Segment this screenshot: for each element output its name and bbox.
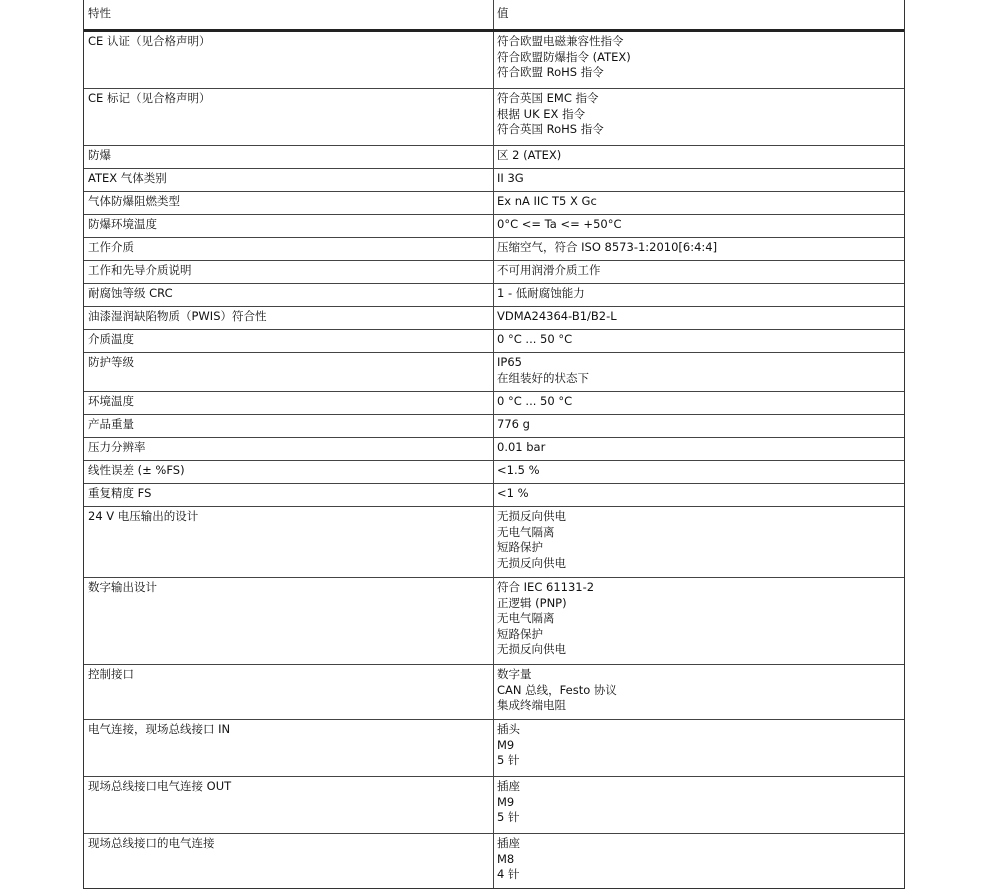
value-cell — [494, 415, 904, 437]
value-cell — [494, 169, 904, 191]
table-row — [84, 169, 904, 192]
property-cell: 24 V 电压输出的设计 — [84, 507, 494, 577]
value-line: 不可用润滑介质工作 — [497, 263, 601, 277]
value-line: 数字量 — [497, 667, 532, 681]
property-cell: 电气连接，现场总线接口 IN — [84, 720, 494, 776]
property-cell: 重复精度 FS — [84, 484, 494, 506]
table-row — [84, 330, 904, 353]
value-line: 区 2 (ATEX) — [497, 148, 562, 162]
value-cell — [494, 353, 904, 391]
property-cell: 现场总线接口电气连接 OUT — [84, 777, 494, 833]
property-cell: 工作介质 — [84, 238, 494, 260]
value-cell — [494, 215, 904, 237]
value-cell — [494, 330, 904, 352]
value-line: IP65 — [497, 355, 522, 369]
value-line: 短路保护 — [497, 540, 543, 554]
value-cell — [494, 461, 904, 483]
property-cell: 防爆环境温度 — [84, 215, 494, 237]
value-cell — [494, 32, 904, 88]
table-row — [84, 665, 904, 720]
property-cell: 防爆 — [84, 146, 494, 168]
value-line: <1 % — [497, 486, 529, 500]
value-cell — [494, 834, 904, 888]
value-line: 符合 IEC 61131-2 — [497, 580, 595, 594]
value-line: 5 针 — [497, 753, 520, 767]
property-cell: 防护等级 — [84, 353, 494, 391]
property-cell: 控制接口 — [84, 665, 494, 719]
value-line: 0°C <= Ta <= +50°C — [497, 217, 622, 231]
property-cell: 介质温度 — [84, 330, 494, 352]
property-cell: ATEX 气体类别 — [84, 169, 494, 191]
value-line: 5 针 — [497, 810, 520, 824]
value-line: M8 — [497, 851, 515, 866]
table-row — [84, 438, 904, 461]
value-line: 776 g — [497, 417, 530, 431]
value-cell — [494, 307, 904, 329]
value-line: 根据 UK EX 指令 — [497, 106, 586, 121]
value-line: 插头 — [497, 722, 520, 736]
property-cell: 气体防爆阻燃类型 — [84, 192, 494, 214]
value-line: 插座 — [497, 836, 520, 850]
value-line: 0.01 bar — [497, 440, 546, 454]
value-line: 无电气隔离 — [497, 524, 555, 539]
table-row — [84, 461, 904, 484]
value-line: 0 °C ... 50 °C — [497, 394, 573, 408]
table-row — [84, 392, 904, 415]
value-cell — [494, 578, 904, 664]
value-line: 集成终端电阻 — [497, 698, 566, 712]
value-cell — [494, 146, 904, 168]
value-line: M9 — [497, 794, 515, 809]
value-line: 符合欧盟防爆指令 (ATEX) — [497, 49, 631, 64]
property-cell: 环境温度 — [84, 392, 494, 414]
value-cell — [494, 192, 904, 214]
value-line: Ex nA IIC T5 X Gc — [497, 194, 597, 208]
value-line: 短路保护 — [497, 626, 543, 641]
table-row — [84, 484, 904, 507]
table-row — [84, 720, 904, 777]
table-row — [84, 89, 904, 146]
table-row — [84, 32, 904, 89]
value-line: 符合英国 EMC 指令 — [497, 91, 599, 105]
value-line: 正逻辑 (PNP) — [497, 595, 567, 610]
value-line: 1 - 低耐腐蚀能力 — [497, 286, 585, 300]
table-row — [84, 834, 904, 888]
property-cell: 工作和先导介质说明 — [84, 261, 494, 283]
value-line: CAN 总线，Festo 协议 — [497, 682, 617, 697]
value-line: 插座 — [497, 779, 520, 793]
value-line: 无损反向供电 — [497, 555, 566, 570]
value-cell — [494, 507, 904, 577]
table-row — [84, 507, 904, 578]
property-cell: 压力分辨率 — [84, 438, 494, 460]
value-cell — [494, 238, 904, 260]
table-row — [84, 192, 904, 215]
value-line: 在组装好的状态下 — [497, 370, 589, 385]
value-cell — [494, 484, 904, 506]
value-line: M9 — [497, 737, 515, 752]
value-cell — [494, 89, 904, 145]
table-row — [84, 578, 904, 665]
value-line: 4 针 — [497, 867, 520, 881]
value-line: II 3G — [497, 171, 524, 185]
table-row — [84, 238, 904, 261]
value-line: 无损反向供电 — [497, 642, 566, 656]
table-row — [84, 215, 904, 238]
property-cell: 耐腐蚀等级 CRC — [84, 284, 494, 306]
property-cell: 线性误差 (± %FS) — [84, 461, 494, 483]
value-line: 压缩空气，符合 ISO 8573-1:2010[6:4:4] — [497, 240, 718, 254]
value-line: 0 °C ... 50 °C — [497, 332, 573, 346]
value-cell — [494, 438, 904, 460]
value-line: 无损反向供电 — [497, 509, 566, 523]
value-line: 无电气隔离 — [497, 611, 555, 625]
property-cell: CE 认证（见合格声明） — [84, 32, 494, 88]
property-cell: CE 标记（见合格声明） — [84, 89, 494, 145]
property-cell: 现场总线接口的电气连接 — [84, 834, 494, 888]
table-header-row — [84, 0, 904, 32]
value-line: 符合欧盟 RoHS 指令 — [497, 65, 604, 79]
value-line: VDMA24364-B1/B2-L — [497, 309, 617, 323]
table-row — [84, 415, 904, 438]
header-value: 值 — [497, 6, 509, 20]
value-cell — [494, 720, 904, 776]
table-row — [84, 261, 904, 284]
value-cell — [494, 284, 904, 306]
table-row — [84, 146, 904, 169]
value-cell — [494, 665, 904, 719]
value-line: <1.5 % — [497, 463, 540, 477]
table-row — [84, 777, 904, 834]
table-row — [84, 353, 904, 392]
table-row — [84, 307, 904, 330]
value-cell — [494, 261, 904, 283]
property-cell: 产品重量 — [84, 415, 494, 437]
header-property: 特性 — [84, 0, 494, 29]
property-cell: 油漆湿润缺陷物质（PWIS）符合性 — [84, 307, 494, 329]
table-row — [84, 284, 904, 307]
value-cell — [494, 392, 904, 414]
value-cell — [494, 777, 904, 833]
value-line: 符合欧盟电磁兼容性指令 — [497, 34, 624, 48]
value-line: 符合英国 RoHS 指令 — [497, 122, 604, 136]
property-cell: 数字输出设计 — [84, 578, 494, 664]
spec-table — [83, 0, 905, 889]
